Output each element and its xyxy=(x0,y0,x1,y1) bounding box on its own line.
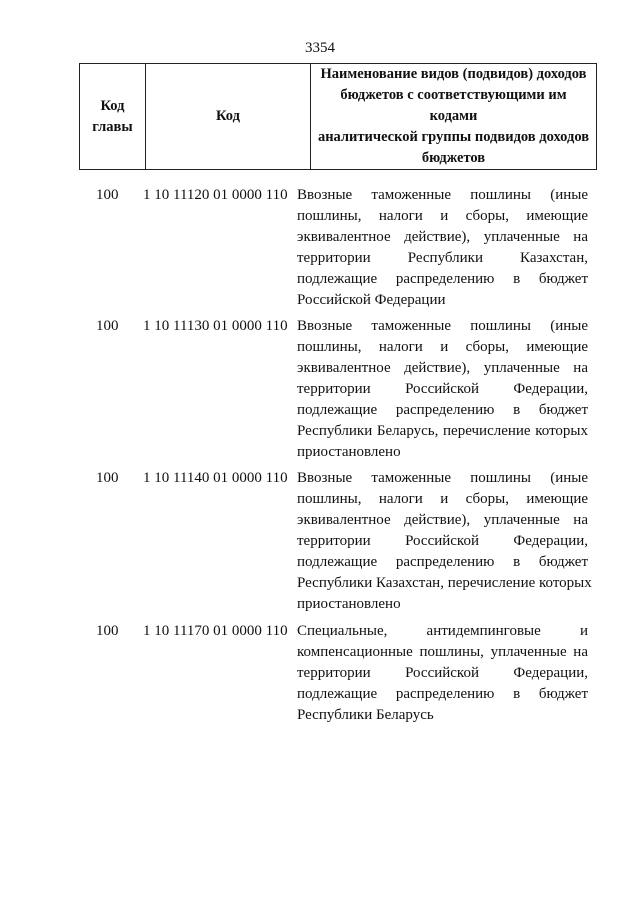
description-line: эквивалентное действие), уплаченные на xyxy=(297,360,588,376)
header-chapter-code xyxy=(80,64,146,170)
description-line: пошлины, налоги и сборы, имеющие xyxy=(297,491,588,507)
description-line: Российской Федерации xyxy=(297,292,446,308)
header-name-line: аналитической группы подвидов доходов xyxy=(317,129,590,145)
header-chapter-code-line: Код xyxy=(100,97,125,114)
income-code: 1 10 11170 01 0000 110 xyxy=(143,623,288,639)
header-name-line: бюджетов с соответствующими им кодами xyxy=(340,87,567,124)
description-line: пошлины, налоги и сборы, имеющие xyxy=(297,339,588,355)
description-line: территории Республики Казахстан, xyxy=(297,250,588,266)
income-description xyxy=(297,185,588,311)
chapter-code: 100 xyxy=(96,187,119,203)
income-description xyxy=(297,316,588,463)
description-line: компенсационные пошлины, уплаченные на xyxy=(297,644,588,660)
header-name-line: Наименование видов (подвидов) доходов xyxy=(320,66,587,82)
description-line: приостановлено xyxy=(297,596,401,612)
description-line: Ввозные таможенные пошлины (иные xyxy=(297,470,588,486)
income-code: 1 10 11140 01 0000 110 xyxy=(143,470,288,486)
income-code: 1 10 11120 01 0000 110 xyxy=(143,187,288,203)
description-line: Ввозные таможенные пошлины (иные xyxy=(297,318,588,334)
header-code: Код xyxy=(146,64,311,170)
description-line: подлежащие распределению в бюджет xyxy=(297,271,588,287)
description-line: пошлины, налоги и сборы, имеющие xyxy=(297,208,588,224)
page-number: 3354 xyxy=(305,40,335,56)
description-line: приостановлено xyxy=(297,444,401,460)
description-line: территории Российской Федерации, xyxy=(297,533,588,549)
description-line: подлежащие распределению в бюджет xyxy=(297,686,588,702)
description-line: Республики Беларусь, перечисление которых xyxy=(297,423,588,439)
description-line: Республики Беларусь xyxy=(297,707,434,723)
header-name-line: бюджетов xyxy=(421,150,486,166)
description-line: эквивалентное действие), уплаченные на xyxy=(297,229,588,245)
header-chapter-code-line: главы xyxy=(92,118,133,135)
income-code: 1 10 11130 01 0000 110 xyxy=(143,318,288,334)
description-line: Республики Казахстан, перечисление которых xyxy=(297,575,592,591)
chapter-code: 100 xyxy=(96,318,119,334)
chapter-code: 100 xyxy=(96,623,119,639)
chapter-code: 100 xyxy=(96,470,119,486)
description-line: подлежащие распределению в бюджет xyxy=(297,402,588,418)
income-description xyxy=(297,468,592,615)
header-name xyxy=(311,64,597,170)
table-header xyxy=(79,63,597,170)
income-description xyxy=(297,621,588,726)
description-line: эквивалентное действие), уплаченные на xyxy=(297,512,588,528)
description-line: территории Российской Федерации, xyxy=(297,381,588,397)
description-line: территории Российской Федерации, xyxy=(297,665,588,681)
description-line: Ввозные таможенные пошлины (иные xyxy=(297,187,588,203)
description-line: подлежащие распределению в бюджет xyxy=(297,554,588,570)
description-line: Специальные, антидемпинговые и xyxy=(297,623,588,639)
